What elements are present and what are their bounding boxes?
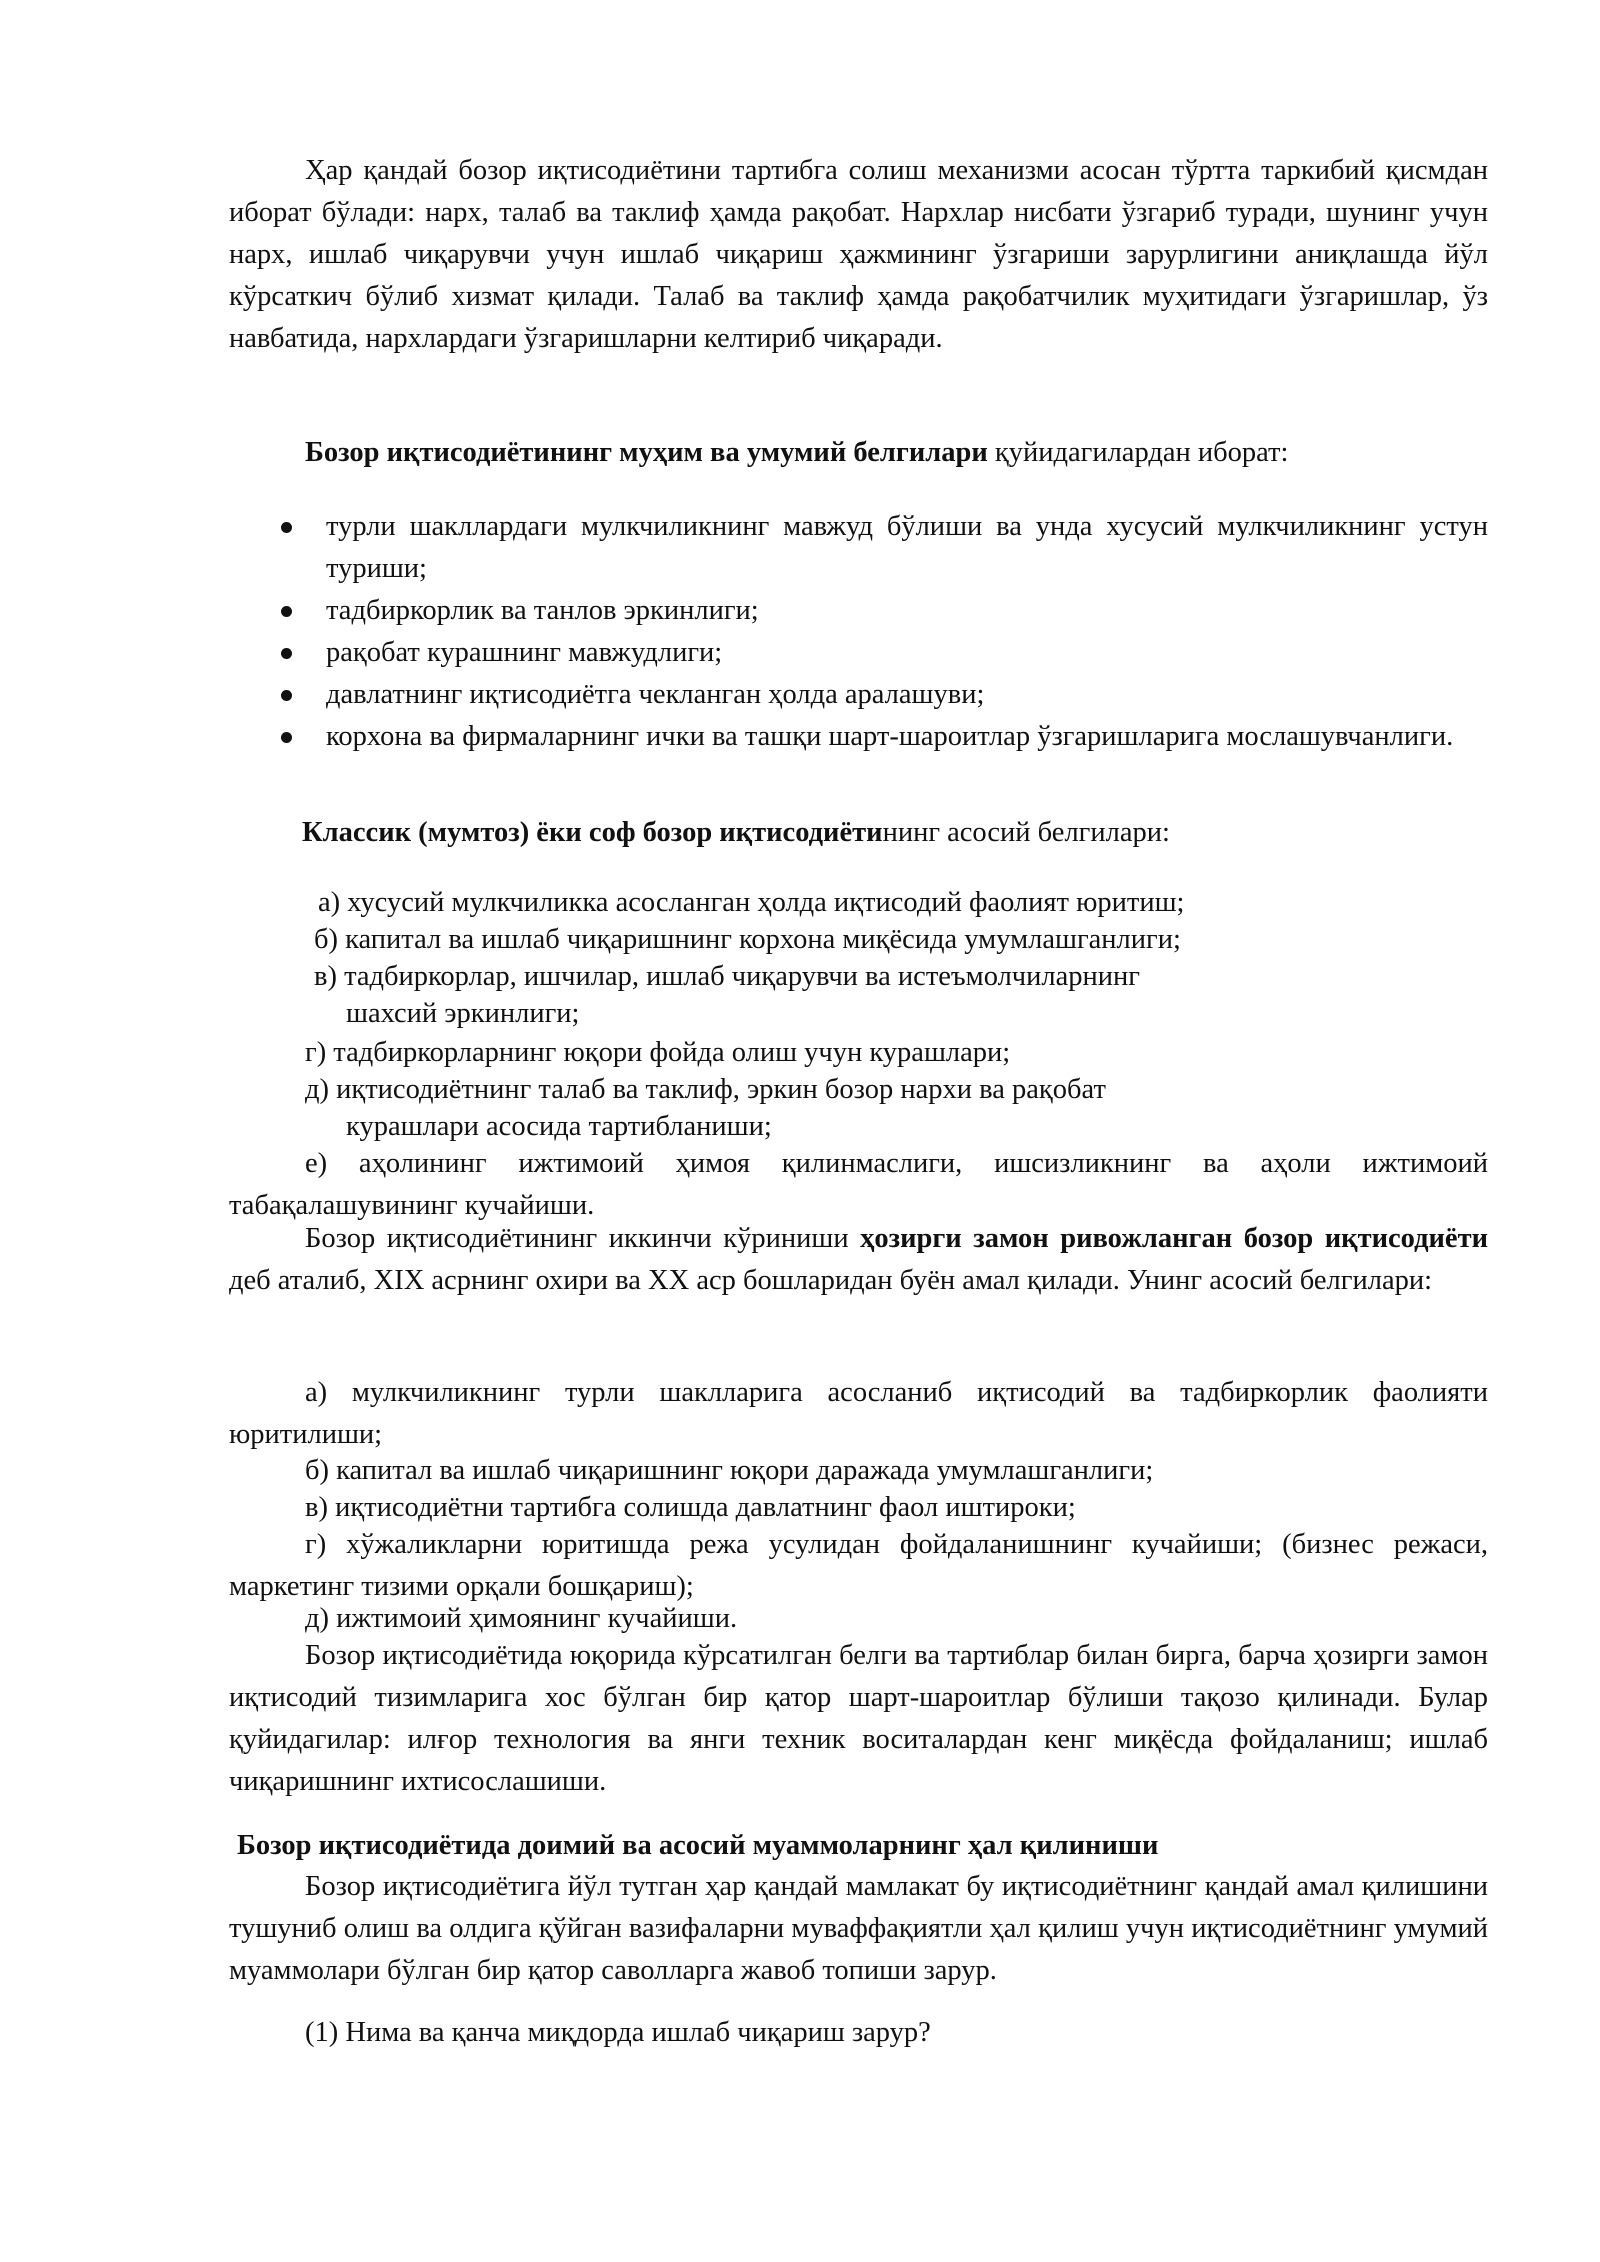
list-item: корхона ва фирмаларнинг ички ва ташқи шарт-шароитлар ўзгаришларига мослашувчанлиги. xyxy=(229,716,1488,758)
features-heading-bold: Бозор иқтисодиётининг муҳим ва умумий белгилари xyxy=(305,437,988,468)
classic-heading xyxy=(302,812,1170,854)
bullet-icon xyxy=(281,690,292,701)
intro-paragraph: Ҳар қандай бозор иқтисодиётини тартибга солиш механизми асосан тўртта таркибий қисмдан иборат бўлади: нарх, талаб ва таклиф ҳамда рақобат. Нархлар нисбати ўзгариб туради, шунинг учун нарх, ишлаб чиқарувчи учун ишлаб чиқариш ҳажмининг ўзгариши зарурлигини аниқлашда йўл кўрсаткич бўлиб хизмат қилади. Талаб ва таклиф ҳамда рақобатчилик муҳитидаги ўзгаришлар, ўз навбатида, нархлардаги ўзгаришларни келтириб чиқаради. xyxy=(229,155,1488,354)
modern-item-d: д) ижтимоий ҳимоянинг кучайиши. xyxy=(305,1603,738,1634)
bullet-icon xyxy=(281,648,292,659)
list-item: тадбиркорлик ва танлов эркинлиги; xyxy=(229,590,1488,632)
features-heading-rest: қуйидагилардан иборат: xyxy=(987,437,1289,468)
modern-item-g: г) хўжаликларни юритишда режа усулидан фойдаланишнинг кучайиши; (бизнес режаси, маркетинг тизими орқали бошқариш); xyxy=(229,1529,1488,1602)
bullet-icon xyxy=(281,522,292,533)
list-item: турли шакллардаги мулкчиликнинг мавжуд бўлиши ва унда хусусий мулкчиликнинг устун туриши; xyxy=(229,506,1488,590)
list-item: давлатнинг иқтисодиётга чекланган ҳолда аралашуви; xyxy=(229,674,1488,716)
features-list xyxy=(229,506,1488,758)
modern-term: ҳозирги замон ривожланган бозор иқтисодиёти xyxy=(860,1223,1488,1254)
problems-heading: Бозор иқтисодиётида доимий ва асосий муаммоларнинг ҳал қилиниши xyxy=(237,1830,1159,1861)
classic-item-d: д) иқтисодиётнинг талаб ва таклиф, эркин бозор нархи ва рақобат xyxy=(305,1074,1106,1105)
classic-heading-bold: Классик (мумтоз) ёки соф бозор иқтисодиёти xyxy=(302,817,883,848)
modern-paragraph: Бозор иқтисодиётининг иккинчи кўриниши ҳозирги замон ривожланган бозор иқтисодиёти деб аталиб, XIX асрнинг охири ва XX аср бошларидан буён амал қилади. Унинг асосий белгилари: xyxy=(229,1223,1488,1296)
classic-item-e: е) аҳолининг ижтимоий ҳимоя қилинмаслиги, ишсизликнинг ва аҳоли ижтимоий табақалашувининг кучайиши. xyxy=(229,1148,1488,1221)
classic-item-g: г) тадбиркорларнинг юқори фойда олиш учун курашлари; xyxy=(305,1037,1011,1068)
features-heading xyxy=(305,432,1488,474)
classic-item-v-cont: шахсий эркинлиги; xyxy=(346,998,580,1029)
classic-item-a: а) хусусий мулкчиликка асосланган ҳолда иқтисодий фаолият юритиш; xyxy=(318,887,1185,918)
modern-item-b: б) капитал ва ишлаб чиқаришнинг юқори даражада умумлашганлиги; xyxy=(305,1455,1154,1486)
classic-item-v: в) тадбиркорлар, ишчилар, ишлаб чиқарувчи ва истеъмолчиларнинг xyxy=(314,961,1140,992)
modern-item-a: а) мулкчиликнинг турли шаклларига асосланиб иқтисодий ва тадбиркорлик фаолияти юритилиши; xyxy=(229,1377,1488,1450)
classic-item-d-cont: курашлари асосида тартибланиши; xyxy=(346,1111,772,1142)
conditions-paragraph: Бозор иқтисодиётида юқорида кўрсатилган белги ва тартиблар билан бирга, барча ҳозирги замон иқтисодий тизимларига хос бўлган бир қатор шарт-шароитлар бўлиши тақозо қилинади. Булар қуйидагилар: илғор технология ва янги техник воситалардан кенг миқёсда фойдаланиш; ишлаб чиқаришнинг ихтисослашиши. xyxy=(229,1640,1488,1797)
classic-heading-rest: нинг асосий белгилари: xyxy=(882,817,1170,848)
bullet-icon xyxy=(281,732,292,743)
question-1: (1) Нима ва қанча миқдорда ишлаб чиқариш зарур? xyxy=(305,2017,931,2048)
problems-paragraph: Бозор иқтисодиётига йўл тутган ҳар қандай мамлакат бу иқтисодиётнинг қандай амал қилишини тушуниб олиш ва олдига қўйган вазифаларни муваффақиятли ҳал қилиш учун иқтисодиётнинг умумий муаммолари бўлган бир қатор саволларга жавоб топиши зарур. xyxy=(229,1871,1488,1986)
classic-item-b: б) капитал ва ишлаб чиқаришнинг корхона миқёсида умумлашганлиги; xyxy=(314,924,1181,955)
bullet-icon xyxy=(281,606,292,617)
modern-item-v: в) иқтисодиётни тартибга солишда давлатнинг фаол иштироки; xyxy=(305,1492,1076,1523)
list-item: рақобат курашнинг мавжудлиги; xyxy=(229,632,1488,674)
